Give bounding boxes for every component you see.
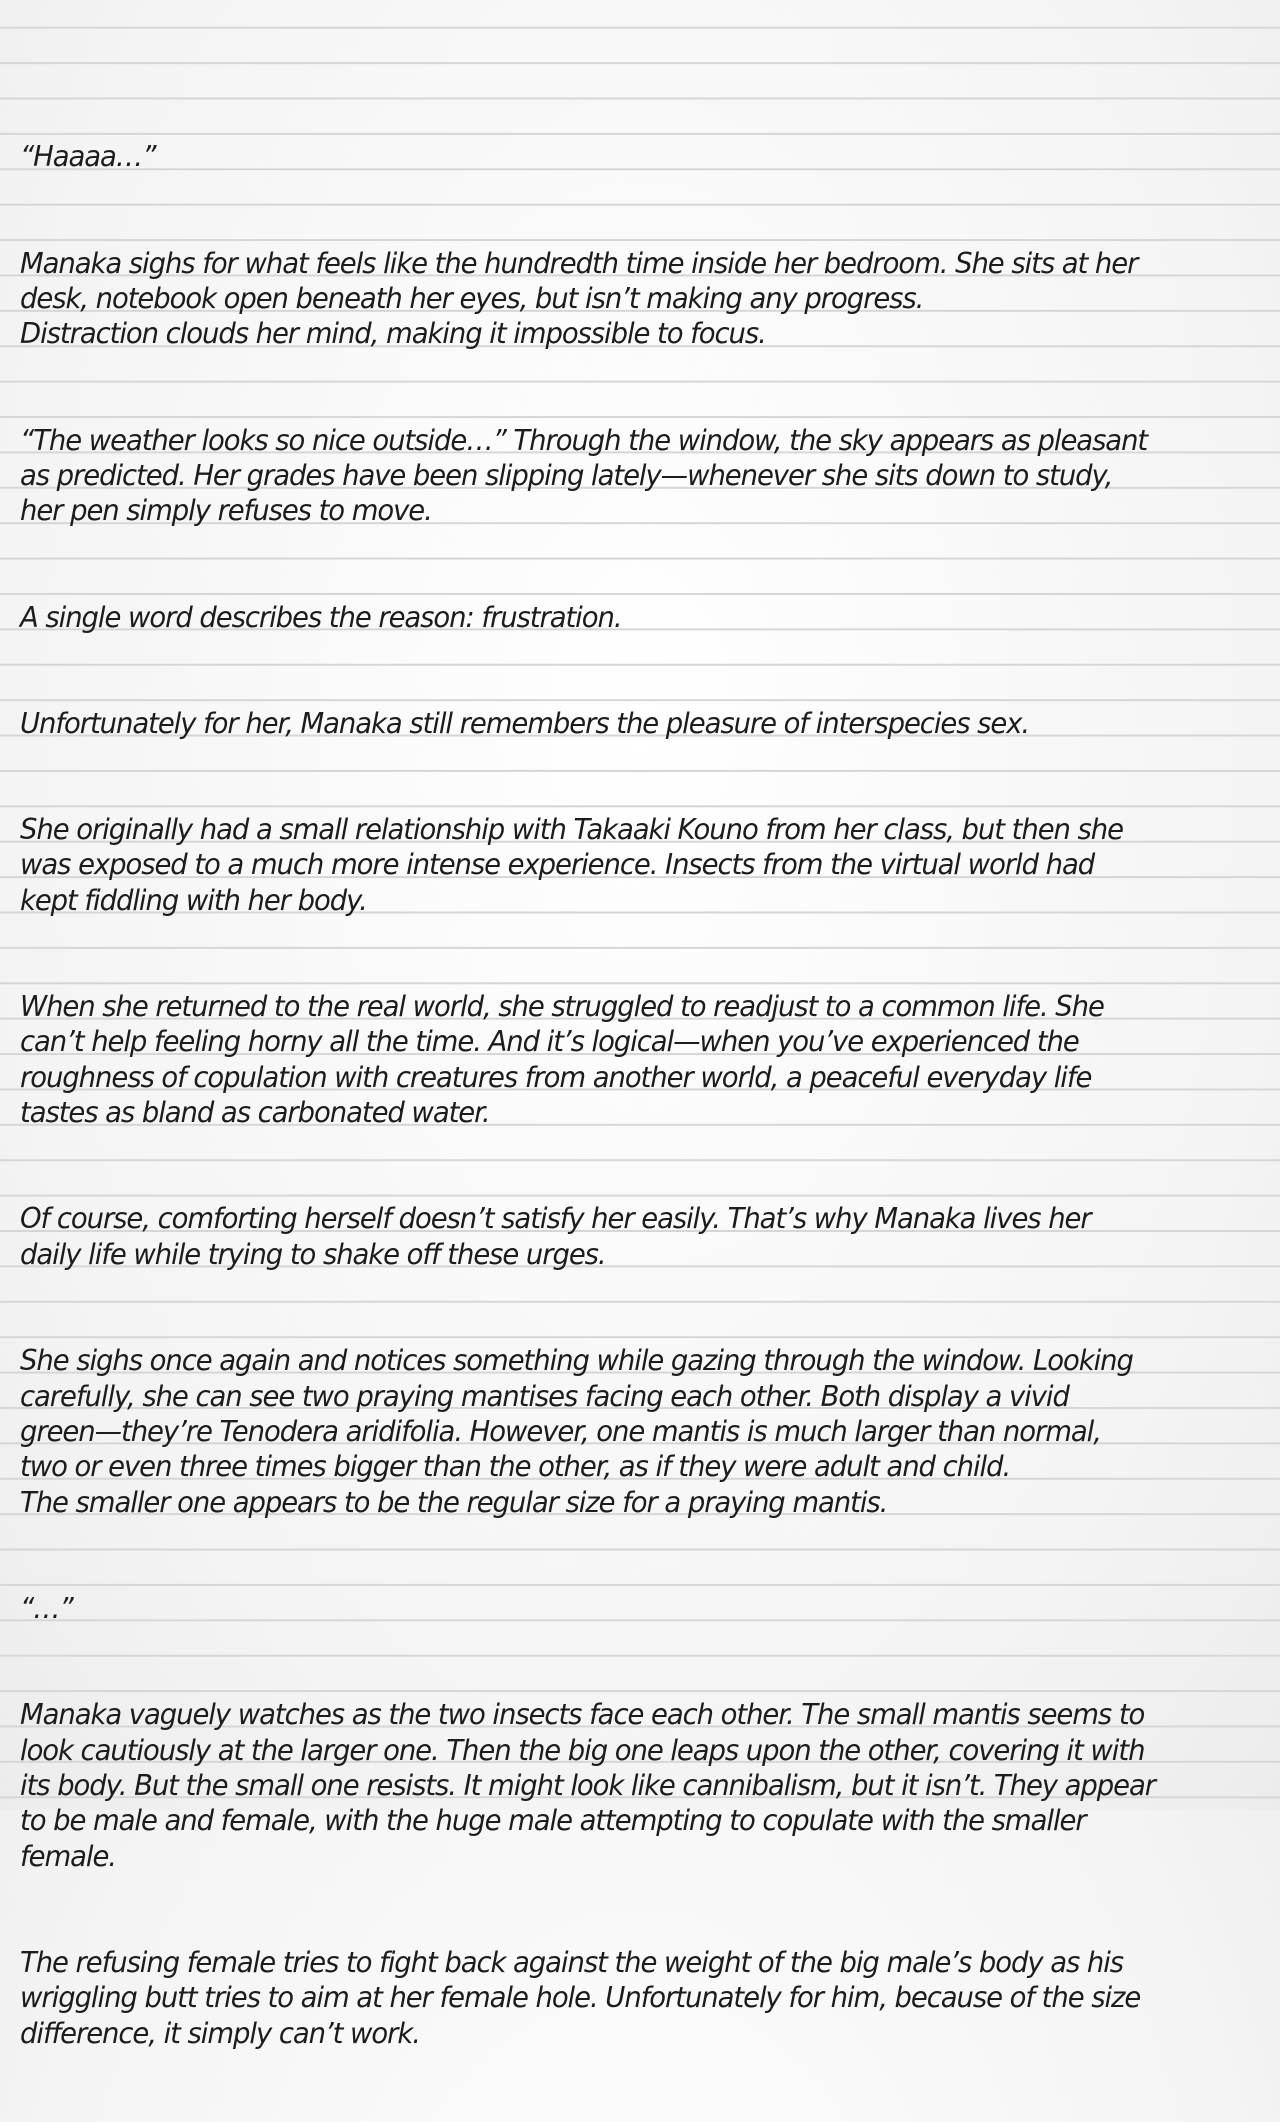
paragraph-10: “…” — [20, 1590, 73, 1625]
paragraph-3: “The weather looks so nice outside…” Through the window, the sky appears as pleasant as predicted. Her grades have been slipping lately—whenever she sits down to study, her pen simply refuses to move. — [20, 422, 1148, 528]
paragraph-5: Unfortunately for her, Manaka still remembers the pleasure of interspecies sex. — [20, 705, 1030, 740]
paragraph-1: “Haaaa…” — [20, 139, 156, 174]
paragraph-9: She sighs once again and notices something while gazing through the window. Looking carefully, she can see two praying mantises facing each other. Both display a vivid green—they’re Tenodera aridifolia. However, one mantis is much larger than normal, two or even three times bigger than the other, as if they were adult and child. The smaller one appears to be the regular size for a praying mantis. — [20, 1343, 1133, 1519]
story-text — [20, 104, 1220, 2122]
paragraph-6: She originally had a small relationship with Takaaki Kouno from her class, but then she was exposed to a much more intense experience. Insects from the virtual world had kept fiddling with her body. — [20, 812, 1123, 917]
paragraph-11: Manaka vaguely watches as the two insects face each other. The small mantis seems to look cautiously at the larger one. Then the big one leaps upon the other, covering it with its body. But the small one resists. It might look like cannibalism, but it isn’t. They appear to be male and female, with the huge male attempting to copulate with the smaller female. — [20, 1697, 1155, 1873]
paragraph-4: A single word describes the reason: frustration. — [20, 599, 622, 634]
paragraph-2: Manaka sighs for what feels like the hundredth time inside her bedroom. She sits at her desk, notebook open beneath her eyes, but isn’t making any progress. Distraction clouds her mind, making it impossible to focus. — [20, 245, 1138, 351]
paragraph-7: When she returned to the real world, she struggled to readjust to a common life. She can’t help feeling horny all the time. And it’s logical—when you’ve experienced the roughness of copulation with creatures from another world, a peaceful everyday life tastes as bland as carbonated water. — [20, 989, 1104, 1130]
paragraph-12: The refusing female tries to fight back against the weight of the big male’s body as his wriggling butt tries to aim at her female hole. Unfortunately for him, because of the size difference, it simply can’t work. — [20, 1944, 1141, 2050]
paragraph-8: Of course, comforting herself doesn’t satisfy her easily. That’s why Manaka lives her daily life while trying to shake off these urges. — [20, 1201, 1091, 1271]
